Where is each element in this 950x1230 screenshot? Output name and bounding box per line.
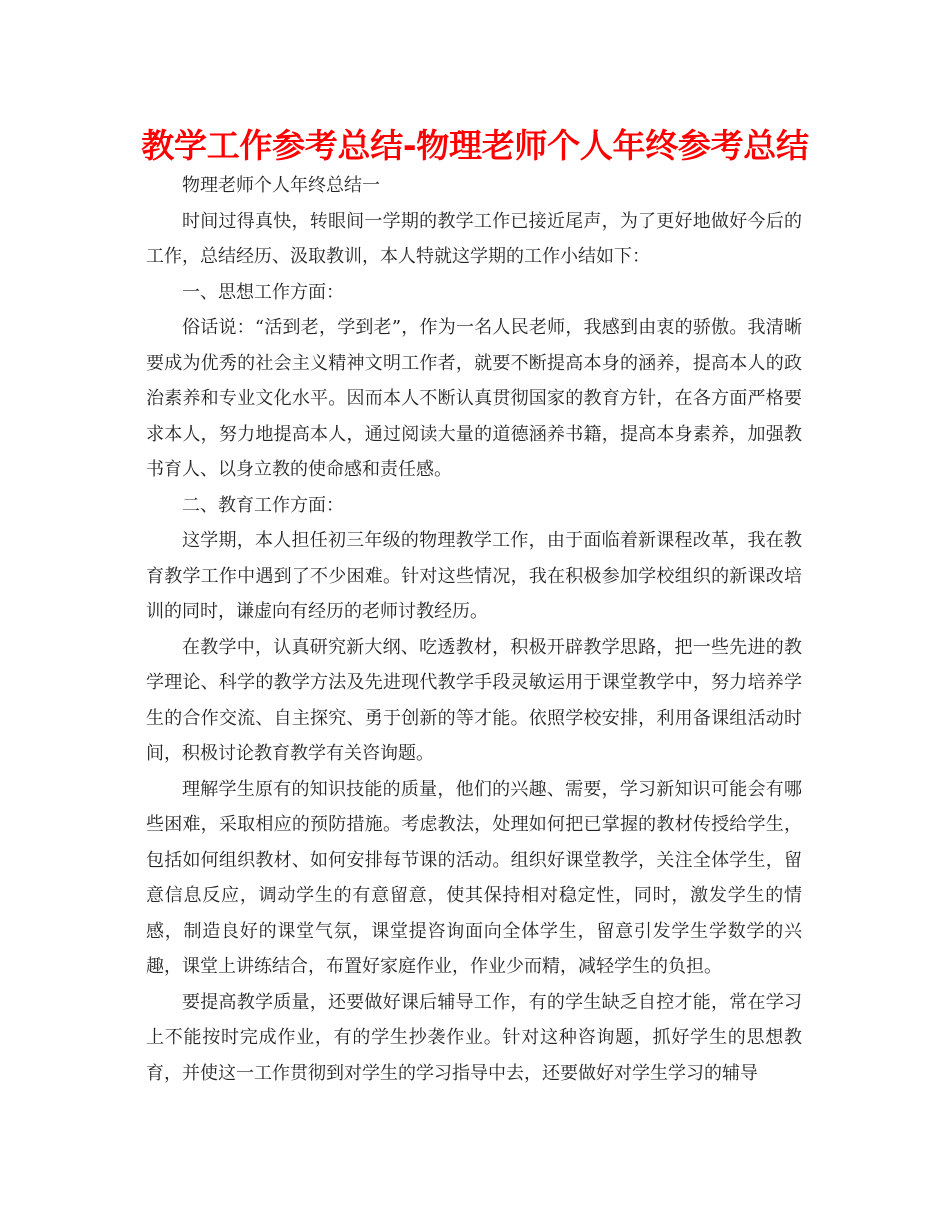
paragraph-education-3: 理解学生原有的知识技能的质量，他们的兴趣、需要，学习新知识可能会有哪些困难，采取相应的预防措施。考虑教法，处理如何把已掌握的教材传授给学生，包括如何组织教材、如何安排每节课的活动。组织好课堂教学，关注全体学生，留意信息反应，调动学生的有意留意，使其保持相对稳定性，同时，激发学生的情感，制造良好的课堂气氛，课堂提咨询面向全体学生，留意引发学生学数学的兴趣，课堂上讲练结合，布置好家庭作业，作业少而精，减轻学生的负担。 xyxy=(146,778,802,977)
document-body xyxy=(146,168,802,1091)
paragraph-thought: 俗话说：“活到老，学到老”，作为一名人民老师，我感到由衷的骄傲。我清晰要成为优秀的社会主义精神文明工作者，就要不断提高本身的涵养，提高本人的政治素养和专业文化水平。因而本人不断认真贯彻国家的教育方针，在各方面严格要求本人，努力地提高本人，通过阅读大量的道德涵养书籍，提高本身素养，加强教书育人、以身立教的使命感和责任感。 xyxy=(146,317,802,480)
paragraph-intro: 时间过得真快，转眼间一学期的教学工作已接近尾声，为了更好地做好今后的工作，总结经历、汲取教训，本人特就这学期的工作小结如下： xyxy=(146,210,802,267)
subtitle-paragraph: 物理老师个人年终总结一 xyxy=(182,175,380,196)
section-heading-education: 二、教育工作方面： xyxy=(182,494,344,516)
paragraph-education-1: 这学期，本人担任初三年级的物理教学工作，由于面临着新课程改革，我在教育教学工作中遇到了不少困难。针对这些情况，我在积极参加学校组织的新课改培训的同时，谦虚向有经历的老师讨教经历。 xyxy=(146,530,802,622)
paragraph-education-2: 在教学中，认真研究新大纲、吃透教材，积极开辟教学思路，把一些先进的教学理论、科学的教学方法及先进现代教学手段灵敏运用于课堂教学中，努力培养学生的合作交流、自主探究、勇于创新的等才能。依照学校安排，利用备课组活动时间，积极讨论教育教学有关咨询题。 xyxy=(146,636,802,764)
paragraph-education-4: 要提高教学质量，还要做好课后辅导工作，有的学生缺乏自控才能，常在学习上不能按时完成作业，有的学生抄袭作业。针对这种咨询题，抓好学生的思想教育，并使这一工作贯彻到对学生的学习指导中去，还要做好对学生学习的辅导 xyxy=(146,991,802,1084)
section-heading-thought: 一、思想工作方面： xyxy=(182,281,344,303)
document-title: 教学工作参考总结-物理老师个人年终参考总结 xyxy=(141,126,809,165)
